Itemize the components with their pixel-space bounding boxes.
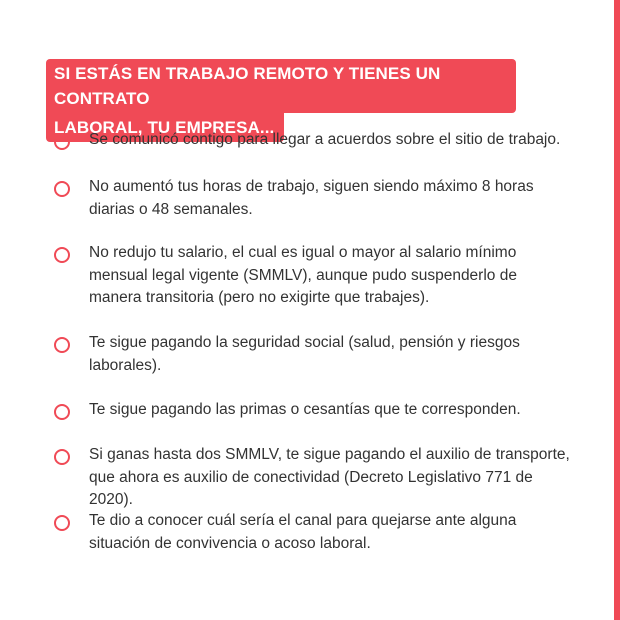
checklist-item — [50, 242, 570, 310]
empty-circle-icon — [54, 134, 70, 150]
checklist-item — [50, 510, 570, 555]
checklist-item — [50, 332, 570, 377]
empty-circle-icon — [54, 515, 70, 531]
checklist-item — [50, 399, 521, 422]
checklist-item-text: No redujo tu salario, el cual es igual o mayor al salario mínimo mensual legal vigente (SMMLV), aunque pudo suspenderlo de manera transitoria (pero no exigirte que trabajes). — [89, 244, 517, 306]
empty-circle-icon — [54, 247, 70, 263]
checklist-item — [50, 444, 570, 512]
heading-line-1: SI ESTÁS EN TRABAJO REMOTO Y TIENES UN CONTRATO — [46, 59, 516, 113]
checklist-item-text: No aumentó tus horas de trabajo, siguen siendo máximo 8 horas diarias o 48 semanales. — [89, 178, 534, 218]
checklist-item-text: Te dio a conocer cuál sería el canal para quejarse ante alguna situación de convivencia o acoso laboral. — [89, 512, 517, 552]
right-accent-edge — [614, 0, 620, 620]
checklist-item-text: Se comunicó contigo para llegar a acuerdos sobre el sitio de trabajo. — [89, 131, 561, 148]
checklist-item-text: Te sigue pagando las primas o cesantías que te corresponden. — [89, 401, 521, 418]
empty-circle-icon — [54, 404, 70, 420]
empty-circle-icon — [54, 449, 70, 465]
heading-line-2: LABORAL, TU EMPRESA... — [46, 113, 284, 142]
checklist-item — [50, 176, 570, 221]
checklist-item-text: Te sigue pagando la seguridad social (salud, pensión y riesgos laborales). — [89, 334, 520, 374]
empty-circle-icon — [54, 337, 70, 353]
checklist-item — [50, 129, 560, 152]
empty-circle-icon — [54, 181, 70, 197]
checklist-item-text: Si ganas hasta dos SMMLV, te sigue pagando el auxilio de transporte, que ahora es auxilio de conectividad (Decreto Legislativo 771 de 2020). — [89, 446, 570, 508]
